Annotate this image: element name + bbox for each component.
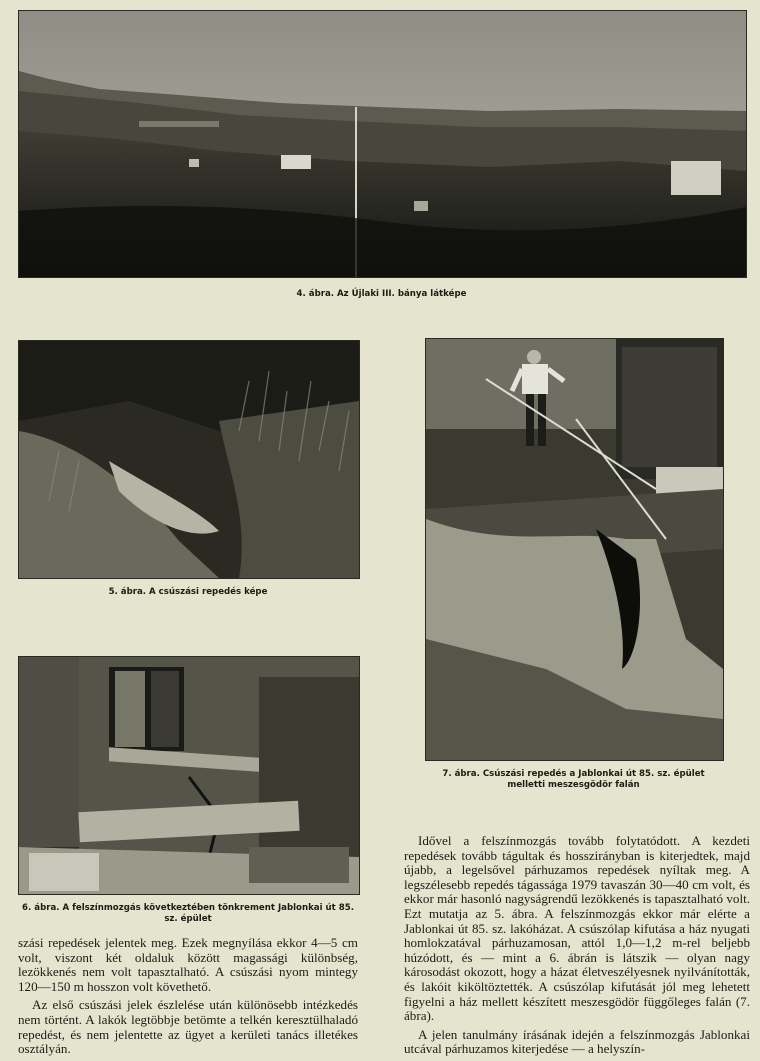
- figure-5-photo: [18, 340, 360, 579]
- figure-4-photo: [18, 10, 747, 278]
- right-text-column: [404, 834, 750, 1061]
- left-text-column: [18, 936, 358, 1061]
- figure-5-caption: 5. ábra. A csúszási repedés képe: [108, 587, 268, 597]
- left-paragraph-2: Az első csúszási jelek észlelése után különösebb intézkedés nem történt. A lakók legtöbbje betömte a telkén keresztülhaladó repedést, és nem jelentette az ügyet a kerületi tanács illetékes osztályán.: [18, 997, 358, 1057]
- figure-6-caption: 6. ábra. A felszínmozgás következtében tönkrement Jablonkai út 85. sz. épület: [22, 903, 354, 924]
- damaged-building-photo: [19, 657, 359, 894]
- figure-6-photo: [18, 656, 360, 895]
- crack-in-grass-photo: [19, 341, 359, 578]
- right-paragraph-1: Idővel a felszínmozgás tovább folytatódott. A kezdeti repedések tovább tágultak és hosszirányban is kiterjedtek, majd újabb, a legelsővel párhuzamos repedések nyíltak meg. A legszélesebb repedés tágassága 1979 tavaszán 30—40 cm volt, és ekkor már hasonló nagyságrendű lezökkenés is tapasztalható volt. Ezt mutatja az 5. ábra. A felszínmozgás ekkor már elérte a Jablonkai út 85. sz. lakóházat. A csúszólap kifutása a ház nyugati homlokzatával párhuzamosan, attól 1,0—1,2 m-rel beljebb húzódott, és — mint a 6. ábrán is látszik — olyan nagy károsodást okozott, hogy a házat életveszélyesnek nyilvánították, és lakóit kiköltöztették. A csúszólap kifutását jól meg lehetett figyelni a ház mellett készített meszesgödör függőleges falán (7. ábra).: [404, 833, 750, 1024]
- panorama-landscape-photo: [19, 11, 746, 277]
- figure-4-caption: 4. ábra. Az Újlaki III. bánya látképe: [296, 289, 467, 299]
- man-at-lime-pit-photo: [426, 339, 723, 760]
- figure-7-caption: 7. ábra. Csúszási repedés a Jablonkai út 85. sz. épület melletti meszesgödör falán: [442, 769, 705, 790]
- left-paragraph-1: szási repedések jelentek meg. Ezek megnyílása ekkor 4—5 cm volt, viszont két oldaluk között magassági különbség, lezökkenés nem volt tapasztalható. A csúszási nyom mintegy 120—150 m hosszon volt követhető.: [18, 935, 358, 994]
- right-paragraph-2: A jelen tanulmány írásának idején a felszínmozgás Jablonkai utcával párhuzamos kiterjedése — a helyszín-: [404, 1026, 750, 1057]
- figure-7-photo: [425, 338, 724, 761]
